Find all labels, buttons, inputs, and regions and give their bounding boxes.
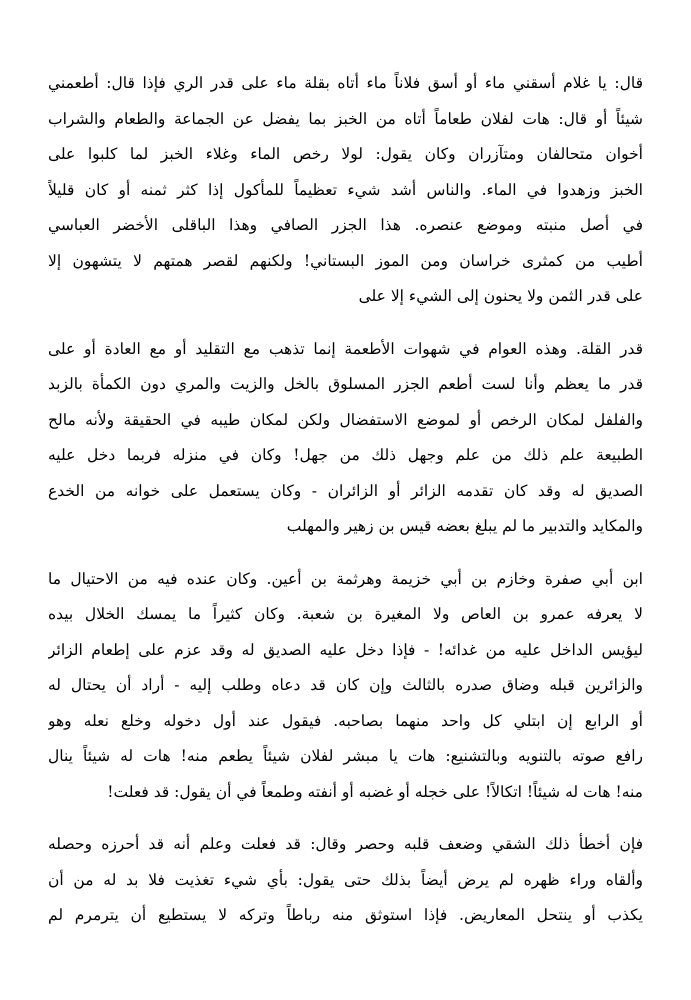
text-line: وألقاه وراء ظهره لم يرض أيضاً بذلك حتى يقول: بأي شيء تغذيت فلا بد له من أن <box>48 870 643 889</box>
text-line: والزائرين قبله وضاق صدره بالثالث وإن كان قد دعاه وطلب إليه - أراد أن يحتال له <box>48 676 643 694</box>
text-line: على قدر الثمن ولا يحنون إلى الشيء إلا على <box>358 287 643 305</box>
text-line: أطيب من كمثرى خراسان ومن الموز البستاني! ولكنهم لقصر همتهم لا يتشهون إلا <box>48 251 643 270</box>
text-line: شيئاً أو قال: هات لفلان طعاماً أتاه من الخبز بما يفضل عن الجماعة والطعام والشراب <box>48 109 643 128</box>
text-line: قال: يا غلام أسقني ماء أو أسق فلاناً ماء أتاه بقلة ماء على قدر الري فإذا قال: أطعمني <box>48 74 643 92</box>
paragraph-3 <box>48 562 643 811</box>
text-line: ليؤيس الداخل عليه من غدائه! - فإذا دخل عليه الصديق له وقد عزم على إطعام الزائر <box>48 640 643 659</box>
text-line: والفلفل لمكان الرخص أو لموضع الاستفضال ولكن لمكان طيبه في الحقيقة ولأنه مالح <box>48 410 643 429</box>
text-line: قدر ما يعظم وأنا لست أطعم الجزر المسلوق بالخل والزيت والمري دون الكمأة بالزبد <box>48 375 643 393</box>
text-line: الخبز وزهدوا في الماء. والناس أشد شيء تعظيماً للمأكول إذا كثر ثمنه أو كان قليلاً <box>48 180 643 199</box>
text-line: أخوان متحالفان ومتآزران وكان يقول: لولا رخص الماء وغلاء الخبز لما كلبوا على <box>48 145 643 163</box>
paragraph-1 <box>48 66 643 315</box>
text-line: الطبيعة علم ذلك من علم وجهل ذلك من جهل! وكان في منزله فربما دخل عليه <box>48 446 643 464</box>
text-line: الصديق له وقد كان تقدمه الزائر أو الزائران - وكان يستعمل على خوانه من الخدع <box>48 481 643 500</box>
paragraph-2 <box>48 332 643 545</box>
text-line: يكذب أو ينتحل المعاريض. فإذا استوثق منه رباطاً وتركه لا يستطيع أن يترمرم لم <box>48 906 643 924</box>
text-line: في أصل منبته وموضع عنصره. هذا الجزر الصافي وهذا الباقلى الأخضر العباسي <box>48 216 643 234</box>
text-line: أو الرابع إن ابتلي كل واحد منهما بصاحبه. فيقول عند أول دخوله وخلع نعله وهو <box>48 711 643 730</box>
paragraph-4 <box>48 827 643 934</box>
text-line: لا يعرفه عمرو بن العاص ولا المغيرة بن شعبة. وكان كثيراً ما يمسك الخلال بيده <box>48 605 643 623</box>
text-line: قدر القلة. وهذه العوام في شهوات الأطعمة إنما تذهب مع التقليد أو مع العادة أو على <box>48 339 643 358</box>
text-line: والمكايد والتدبير ما لم يبلغ بعضه قيس بن زهير والمهلب <box>286 517 643 535</box>
text-line: منه! هات له شيئاً! اتكالاً! على خجله أو غضبه أو أنفته وطمعاً في أن يقول: قد فعلت! <box>107 782 643 801</box>
text-line: رافع صوته بالتنويه وبالتشنيع: هات يا مبشر لفلان شيئاً يطعم منه! هات له شيئاً ينال <box>48 747 643 765</box>
text-line: فإن أخطأ ذلك الشقي وضعف قلبه وحصر وقال: قد فعلت وعلم أنه قد أحرزه وحصله <box>48 835 643 853</box>
text-line: ابن أبي صفرة وخازم بن أبي خزيمة وهرثمة بن أعين. وكان عنده فيه من الاحتيال ما <box>48 569 643 588</box>
